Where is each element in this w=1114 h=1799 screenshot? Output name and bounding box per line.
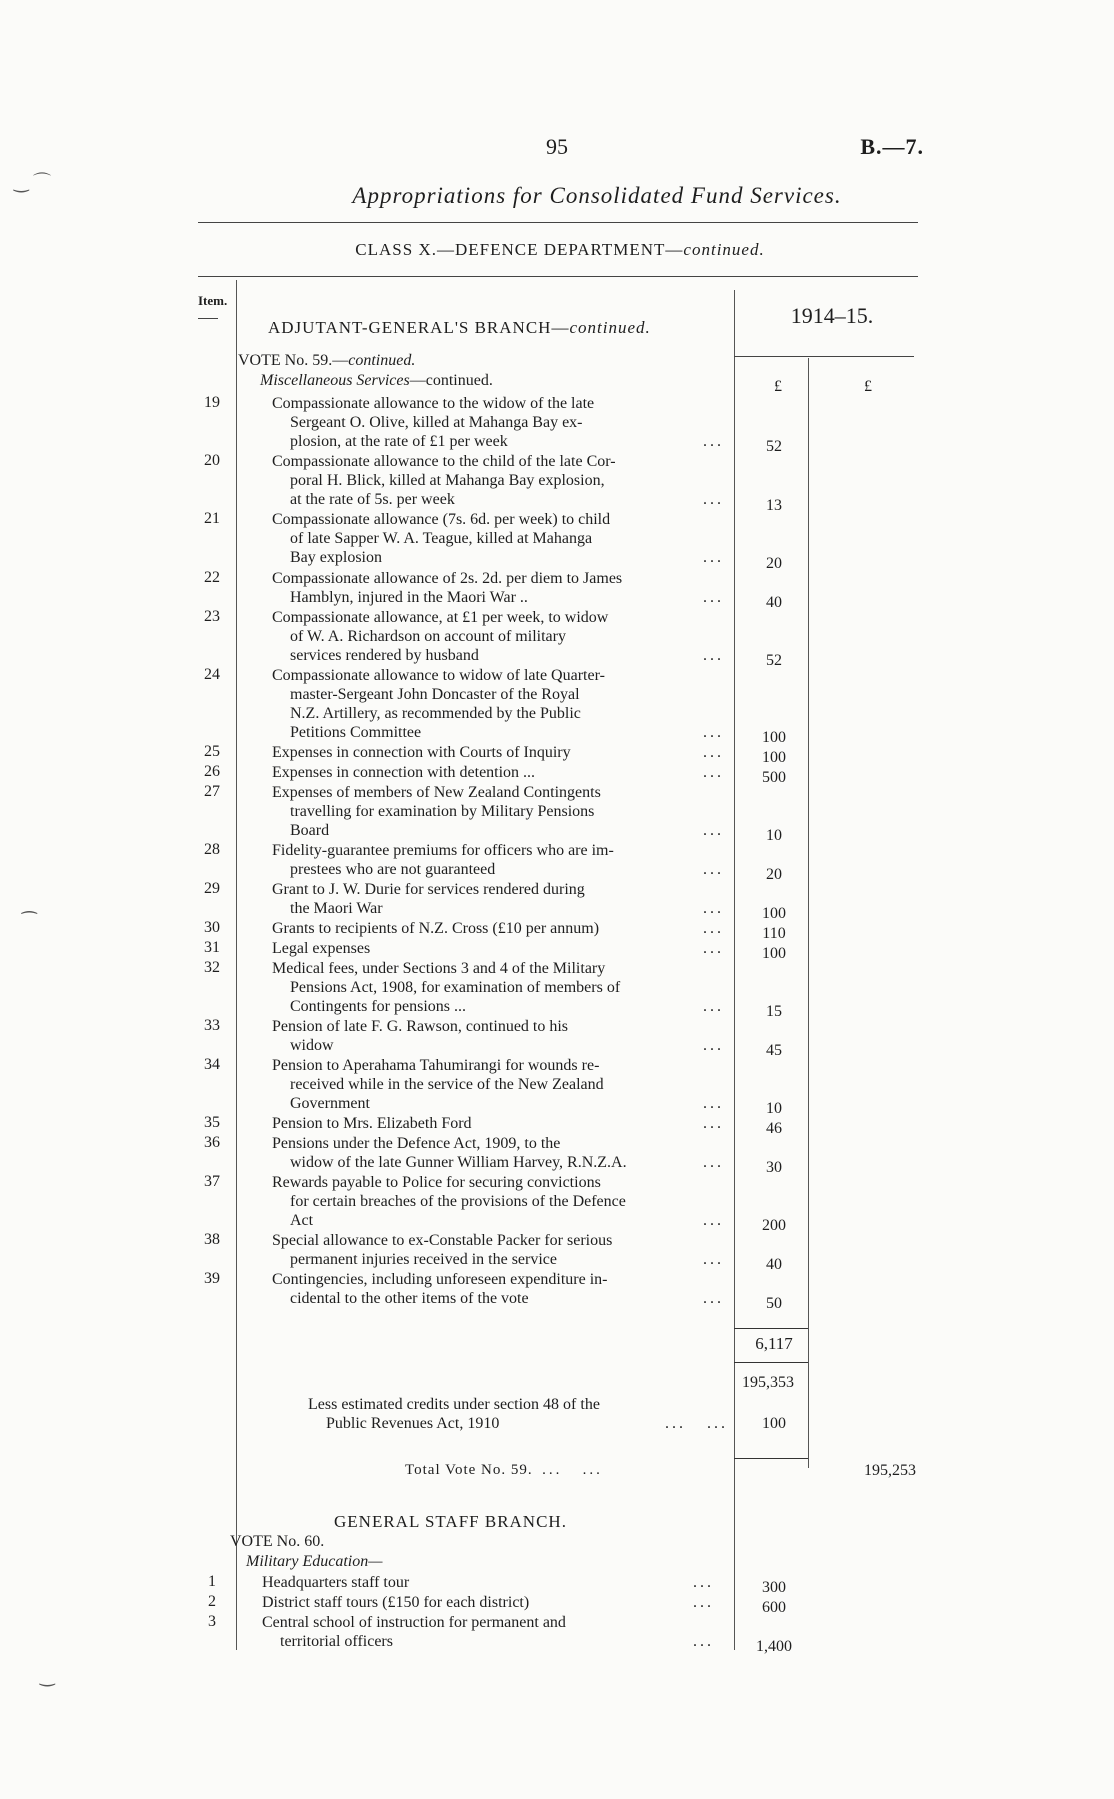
description-line: the Maori War ... — [290, 900, 724, 917]
description-line: received while in the service of the New Zealand — [290, 1075, 604, 1093]
description-line: Expenses of members of New Zealand Contingents — [272, 783, 601, 801]
item-amount: 100 — [762, 729, 786, 747]
item-amount: 52 — [766, 651, 782, 669]
item-amount: 10 — [766, 827, 782, 845]
title-rule — [198, 222, 918, 223]
item-description — [272, 743, 724, 762]
class-heading: CLASS X.—DEFENCE DEPARTMENT—continued. — [355, 240, 765, 259]
description-line: Special allowance to ex-Constable Packer for serious — [272, 1232, 613, 1249]
item-description — [272, 1017, 724, 1055]
item-head-rule — [198, 318, 218, 319]
description-line: for certain breaches of the provisions of the Defence — [290, 1192, 626, 1210]
item-amount: 30 — [766, 1158, 782, 1176]
item-amount: 20 — [766, 554, 782, 572]
description-line: Grant to J. W. Durie for services rendered during — [272, 881, 585, 898]
subhead-heading: Miscellaneous Services—continued. — [260, 372, 493, 389]
item-amount: 20 — [766, 866, 782, 884]
branch-heading: ADJUTANT-GENERAL'S BRANCH—continued. — [268, 318, 651, 337]
item-description — [272, 394, 724, 451]
description-line: Compassionate allowance to widow of late Quarter- — [272, 666, 605, 684]
item-number: 25 — [204, 743, 220, 761]
description-line: Contingencies, including unforeseen expenditure in- — [272, 1271, 608, 1288]
item-description — [272, 569, 724, 607]
item-description — [262, 1573, 714, 1592]
class-rule — [198, 276, 918, 277]
description-line: services rendered by husband ... — [290, 646, 724, 664]
item-number: 29 — [204, 880, 220, 897]
credits-line-2: Public Revenues Act, 1910 ... ... — [326, 1415, 728, 1432]
description-line: N.Z. Artillery, as recommended by the Public — [290, 704, 581, 722]
item-amount: 40 — [766, 593, 782, 611]
subtotal-amount: 6,117 — [755, 1334, 793, 1353]
subtotal-rule — [734, 1328, 808, 1329]
description-line: Medical fees, under Sections 3 and 4 of the Military — [272, 959, 606, 977]
item-description — [272, 959, 724, 1016]
item-amount: 600 — [762, 1598, 786, 1616]
item-number: 19 — [204, 394, 220, 411]
item-amount: 46 — [766, 1120, 782, 1137]
item-number: 28 — [204, 841, 220, 858]
item-number: 30 — [204, 919, 220, 936]
item-description — [272, 510, 724, 567]
credits-line-1: Less estimated credits under section 48 of the — [308, 1396, 600, 1413]
description-line: Compassionate allowance to the widow of the late — [272, 395, 595, 412]
description-line: Expenses in connection with detention ... ... — [272, 764, 724, 781]
credits-description — [308, 1395, 728, 1433]
item-number: 37 — [204, 1172, 220, 1190]
description-line: District staff tours (£150 for each district) ... — [262, 1593, 714, 1611]
item-description — [272, 666, 724, 742]
item-number: 35 — [204, 1114, 220, 1131]
description-line: at the rate of 5s. per week ... — [290, 491, 724, 509]
item-number: 26 — [204, 763, 220, 780]
amount-column-divider — [734, 290, 735, 1650]
item-amount: 13 — [766, 496, 782, 514]
description-line: of late Sapper W. A. Teague, killed at Mahanga — [290, 530, 593, 548]
item-column-divider — [236, 280, 237, 1650]
description-line: Pensions under the Defence Act, 1909, to the — [272, 1134, 561, 1152]
item-description — [262, 1593, 714, 1612]
description-line: master-Sergeant John Doncaster of the Royal — [290, 685, 580, 703]
item-description — [272, 880, 724, 918]
description-line: Central school of instruction for permanent and — [262, 1613, 566, 1631]
item-amount: 50 — [766, 1295, 782, 1313]
description-line: Government ... — [290, 1094, 724, 1112]
description-line: Pension to Aperahama Tahumirangi for wounds re- — [272, 1056, 600, 1074]
description-line: Pensions Act, 1908, for examination of members of — [290, 978, 621, 996]
item-amount: 500 — [762, 769, 786, 786]
item-description — [272, 1134, 724, 1172]
year-rule — [734, 356, 914, 357]
item-number: 24 — [204, 665, 220, 683]
item-column-header: Item. — [198, 293, 228, 308]
total-rule — [734, 1458, 808, 1459]
description-line: of W. A. Richardson on account of military — [290, 627, 566, 645]
military-education-subhead: Military Education— — [246, 1553, 383, 1570]
item-description — [262, 1613, 714, 1651]
item-amount: 1,400 — [756, 1637, 792, 1655]
item-number: 36 — [204, 1133, 220, 1151]
page-title: Appropriations for Consolidated Fund Services. — [352, 183, 842, 208]
description-line: Hamblyn, injured in the Maori War .. ... — [290, 588, 724, 606]
item-amount: 15 — [766, 1002, 782, 1020]
item-description — [272, 1231, 724, 1269]
item-number: 21 — [204, 510, 220, 528]
item-description — [272, 939, 724, 958]
margin-mark: ⁀ — [22, 912, 37, 932]
item-description — [272, 1056, 724, 1113]
item-number: 33 — [204, 1016, 220, 1034]
item-number: 38 — [204, 1231, 220, 1248]
item-number: 34 — [204, 1055, 220, 1073]
item-amount: 200 — [762, 1217, 786, 1235]
item-amount: 100 — [762, 749, 786, 767]
description-line: Compassionate allowance, at £1 per week, to widow — [272, 608, 609, 626]
description-line: permanent injuries received in the service ... — [290, 1251, 724, 1268]
description-line: widow of the late Gunner William Harvey, R.N.Z.A. ... — [290, 1153, 724, 1171]
description-line: Grants to recipients of N.Z. Cross (£10 per annum) ... — [272, 920, 724, 937]
item-description — [272, 783, 724, 840]
description-line: Bay explosion ... — [290, 549, 724, 567]
item-description — [272, 763, 724, 782]
vote-60-heading: VOTE No. 60. — [230, 1533, 325, 1550]
year-header: 1914–15. — [790, 303, 874, 328]
description-line: widow ... — [290, 1036, 724, 1054]
item-amount: 100 — [762, 905, 786, 923]
description-line: Compassionate allowance to the child of the late Cor- — [272, 453, 616, 471]
description-line: Rewards payable to Police for securing convictions — [272, 1173, 601, 1191]
item-number: 39 — [204, 1270, 220, 1287]
amount-currency-label: £ — [774, 378, 782, 395]
item-description — [272, 1114, 724, 1133]
item-amount: 300 — [762, 1579, 786, 1596]
general-staff-branch-heading: GENERAL STAFF BRANCH. — [334, 1512, 567, 1531]
item-number: 27 — [204, 782, 220, 800]
description-line: Sergeant O. Olive, killed at Mahanga Bay ex- — [290, 414, 583, 431]
item-description — [272, 1270, 724, 1308]
description-line: Expenses in connection with Courts of Inquiry ... — [272, 744, 724, 762]
description-line: Fidelity-guarantee premiums for officers who are im- — [272, 842, 614, 859]
item-amount: 45 — [766, 1041, 782, 1059]
item-amount: 100 — [762, 944, 786, 962]
item-amount: 110 — [762, 925, 786, 942]
item-description — [272, 452, 724, 509]
total-currency-label: £ — [864, 378, 872, 395]
item-number: 3 — [208, 1612, 216, 1630]
gross-rule — [734, 1362, 808, 1363]
item-amount: 52 — [766, 438, 782, 456]
description-line: Pension of late F. G. Rawson, continued to his — [272, 1017, 569, 1035]
margin-mark: ‿ — [40, 1666, 55, 1686]
total-vote-amount: 195,253 — [864, 1462, 916, 1479]
description-line: Petitions Committee ... — [290, 723, 724, 741]
vote-heading: VOTE No. 59.—continued. — [238, 352, 416, 369]
gross-amount: 195,353 — [742, 1374, 794, 1391]
item-number: 2 — [208, 1592, 216, 1610]
margin-mark: ‿ ⌒ — [14, 172, 51, 192]
description-line: Board ... — [290, 821, 724, 839]
item-amount: 10 — [766, 1100, 782, 1118]
total-vote-label: Total Vote No. 59. ... ... — [405, 1462, 603, 1478]
item-number: 23 — [204, 607, 220, 625]
description-line: plosion, at the rate of £1 per week ... — [290, 433, 724, 450]
description-line: poral H. Blick, killed at Mahanga Bay explosion, — [290, 472, 605, 490]
item-number: 20 — [204, 452, 220, 470]
description-line: Compassionate allowance of 2s. 2d. per diem to James — [272, 569, 623, 587]
item-description — [272, 608, 724, 665]
description-line: Pension to Mrs. Elizabeth Ford ... — [272, 1115, 724, 1132]
item-amount: 40 — [766, 1256, 782, 1274]
description-line: Legal expenses ... — [272, 939, 724, 957]
page-number: 95 — [546, 134, 568, 159]
item-description — [272, 919, 724, 938]
description-line: territorial officers ... — [280, 1632, 714, 1650]
description-line: Headquarters staff tour ... — [262, 1574, 714, 1591]
credits-amount: 100 — [762, 1415, 786, 1432]
item-number: 31 — [204, 938, 220, 956]
description-line: Compassionate allowance (7s. 6d. per week) to child — [272, 511, 611, 529]
document-reference: B.—7. — [860, 134, 924, 159]
description-line: Act ... — [290, 1211, 724, 1229]
item-number: 1 — [208, 1573, 216, 1590]
description-line: Contingents for pensions ... ... — [290, 997, 724, 1015]
description-line: travelling for examination by Military Pensions — [290, 802, 595, 820]
description-line: cidental to the other items of the vote ... — [290, 1290, 724, 1307]
item-number: 32 — [204, 958, 220, 976]
item-description — [272, 1173, 724, 1230]
item-number: 22 — [204, 568, 220, 586]
item-description — [272, 841, 724, 879]
description-line: prestees who are not guaranteed ... — [290, 861, 724, 878]
